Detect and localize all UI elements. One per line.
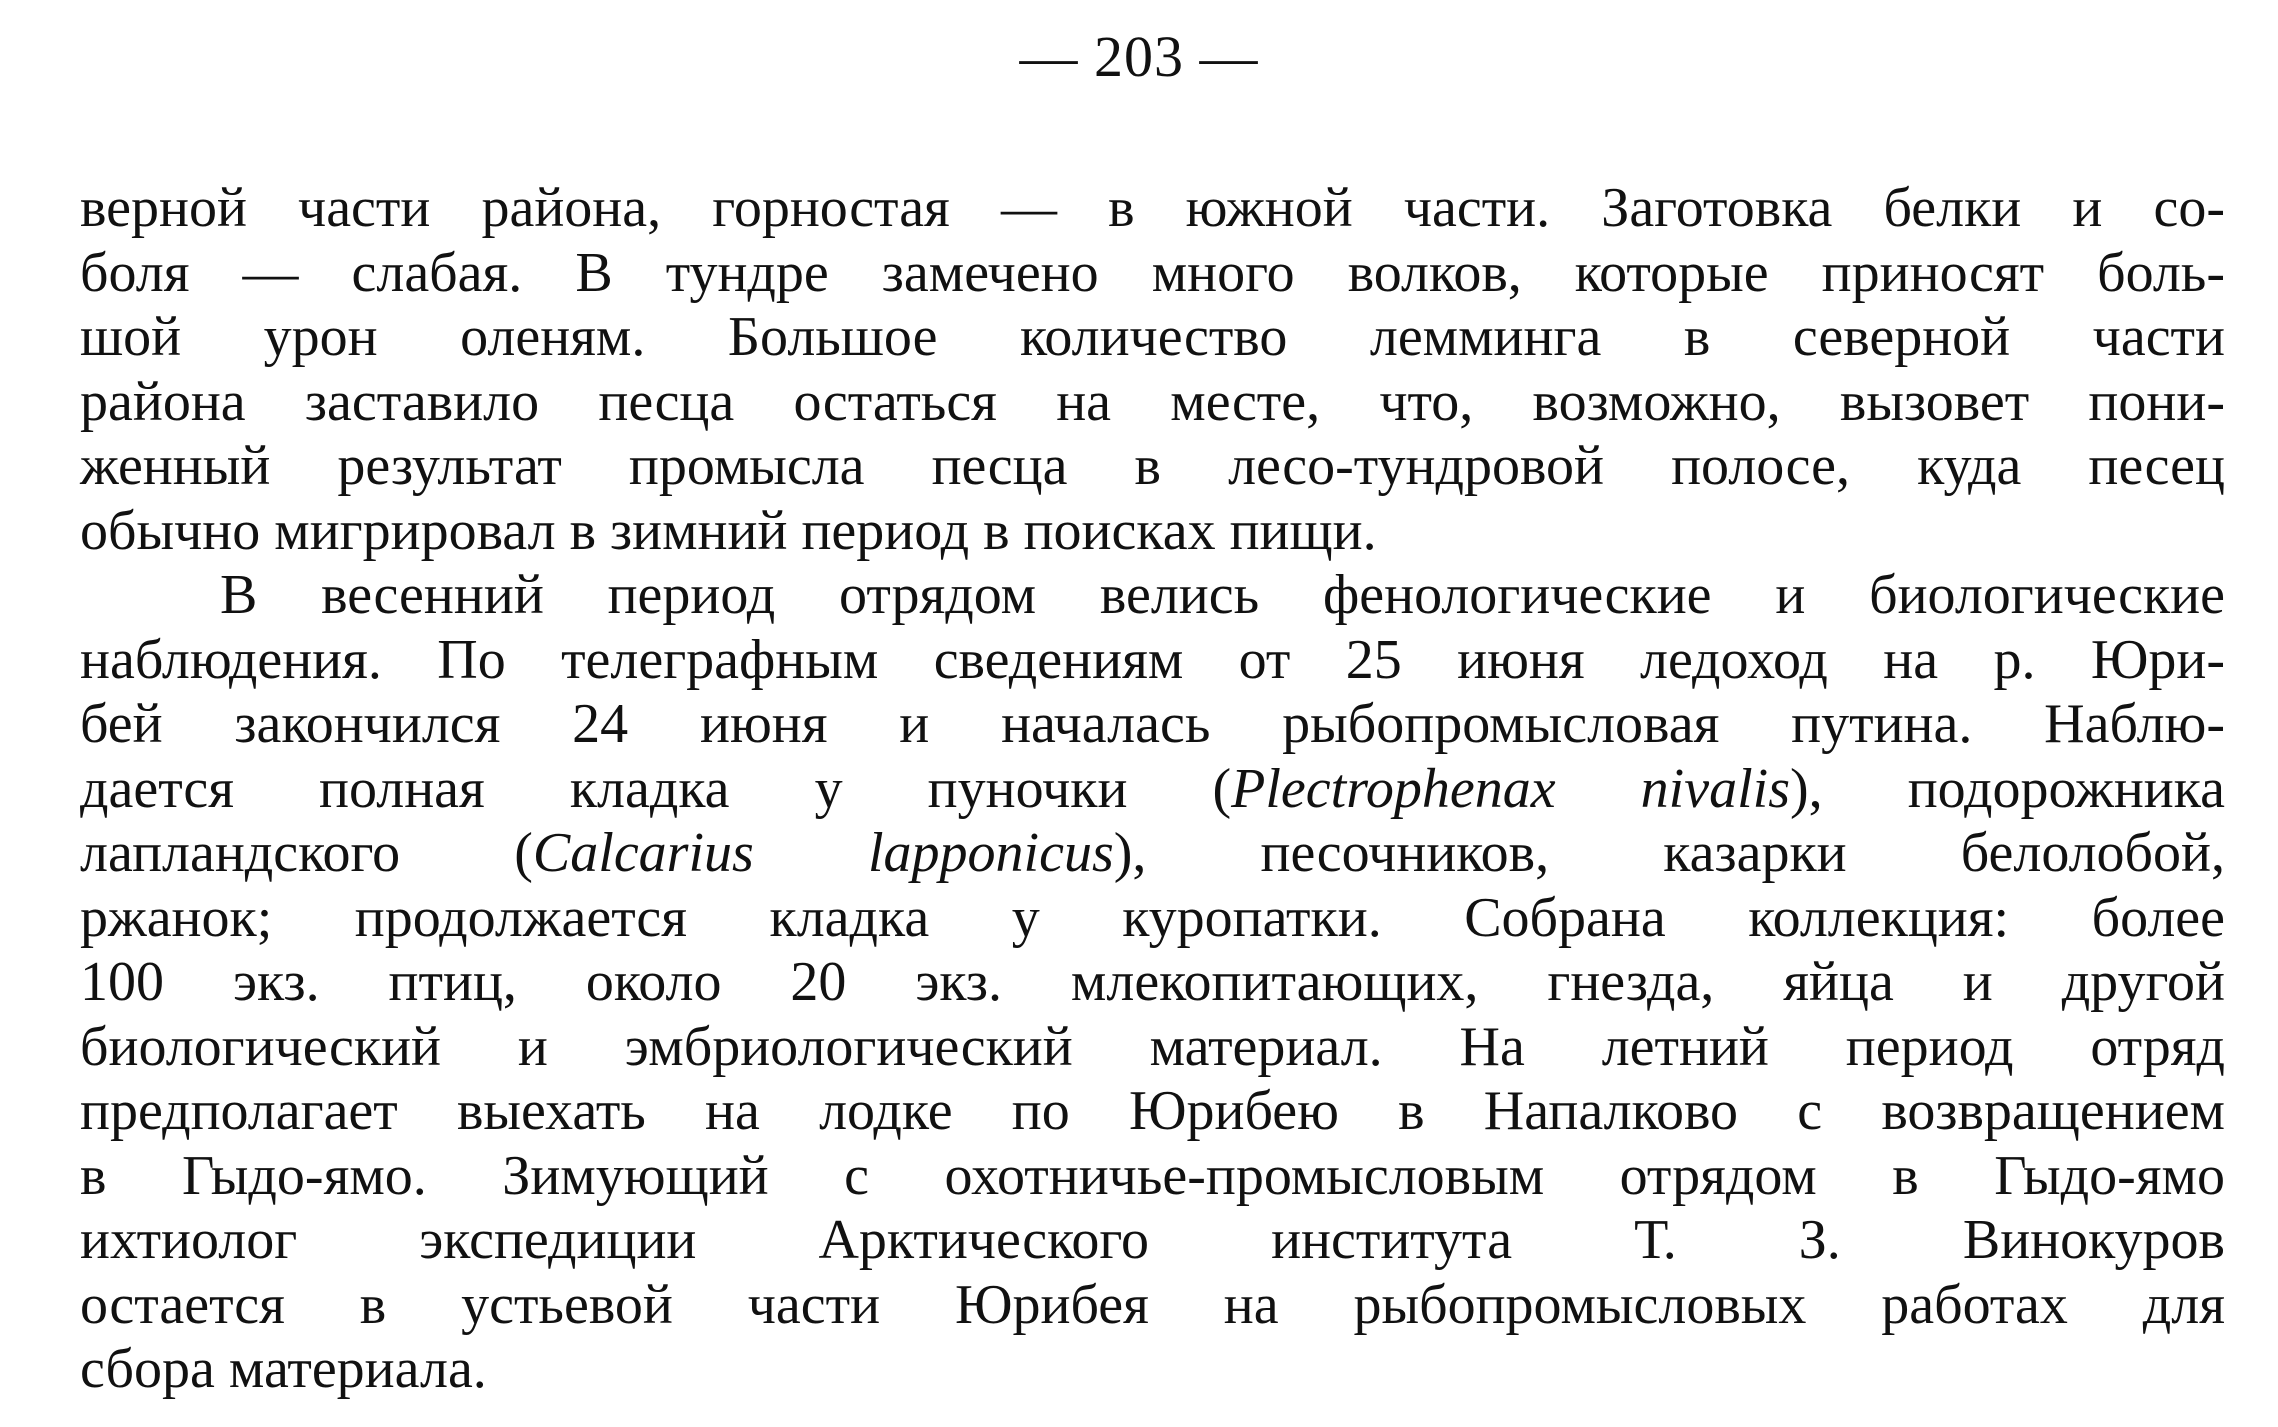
text-line [80,499,2225,564]
text-line [80,1079,2225,1144]
text-line [80,886,2225,951]
page-number: — 203 — [1019,24,1259,89]
text-run: наблюдения. По телеграфным сведениям от 25 июня ледоход на р. Юри- [80,628,2225,691]
text-line [80,1273,2225,1338]
text-run: В весенний период отрядом велись фенологические и биологические [220,564,2225,626]
text-line [80,305,2225,370]
text-run: боля — слабая. В тундре замечено много волков, которые приносят боль- [80,241,2225,304]
text-line [80,950,2225,1015]
latin-species-name: Calcarius lapponicus [532,822,1114,884]
text-line [80,241,2225,306]
text-line [80,692,2225,757]
paragraph-2 [80,563,2225,1402]
text-run: лапландского ( [80,822,533,884]
text-line [80,821,2225,886]
text-line [80,176,2225,241]
text-run: верной части района, горностая — в южной части. Заготовка белки и со- [80,177,2225,239]
text-run: ихтиолог экспедиции Арктического института Т. З. Винокуров [80,1209,2225,1271]
text-run: обычно мигрировал в зимний период в поисках пищи. [80,499,1377,562]
text-run: 100 экз. птиц, около 20 экз. млекопитающих, гнезда, яйца и другой [80,951,2225,1013]
text-run: остается в устьевой части Юрибея на рыбопромысловых работах для [80,1273,2225,1336]
text-run: шой урон оленям. Большое количество лемминга в северной части [80,306,2225,368]
text-line [80,370,2225,435]
text-run: бей закончился 24 июня и началась рыбопромысловая путина. Наблю- [80,693,2225,755]
text-run: биологический и эмбриологический материал. На летний период отряд [80,1015,2225,1078]
text-line [80,628,2225,693]
body-text [80,176,2225,1402]
text-line [80,757,2225,822]
text-line [80,1144,2225,1209]
text-run: в Гыдо-ямо. Зимующий с охотничье-промысловым отрядом в Гыдо-ямо [80,1144,2225,1207]
latin-species-name: Plectrophenax nivalis [1231,757,1790,820]
text-run: ржанок; продолжается кладка у куропатки. Собрана коллекция: более [80,886,2225,949]
text-line [80,1337,2225,1402]
text-run: района заставило песца остаться на месте, что, возможно, вызовет пони- [80,370,2225,433]
text-line [80,1208,2225,1273]
text-run: ), подорожника [1790,757,2225,820]
text-run: сбора материала. [80,1338,487,1400]
text-run: предполагает выехать на лодке по Юрибею в Напалково с возвращением [80,1080,2225,1142]
text-line [80,434,2225,499]
text-line [80,1015,2225,1080]
text-run: дается полная кладка у пуночки ( [80,757,1232,820]
text-run: ), песочников, казарки белолобой, [1113,822,2225,884]
paragraph-1 [80,176,2225,563]
text-line [80,563,2225,628]
text-run: женный результат промысла песца в лесо-тундровой полосе, куда песец [80,435,2225,497]
